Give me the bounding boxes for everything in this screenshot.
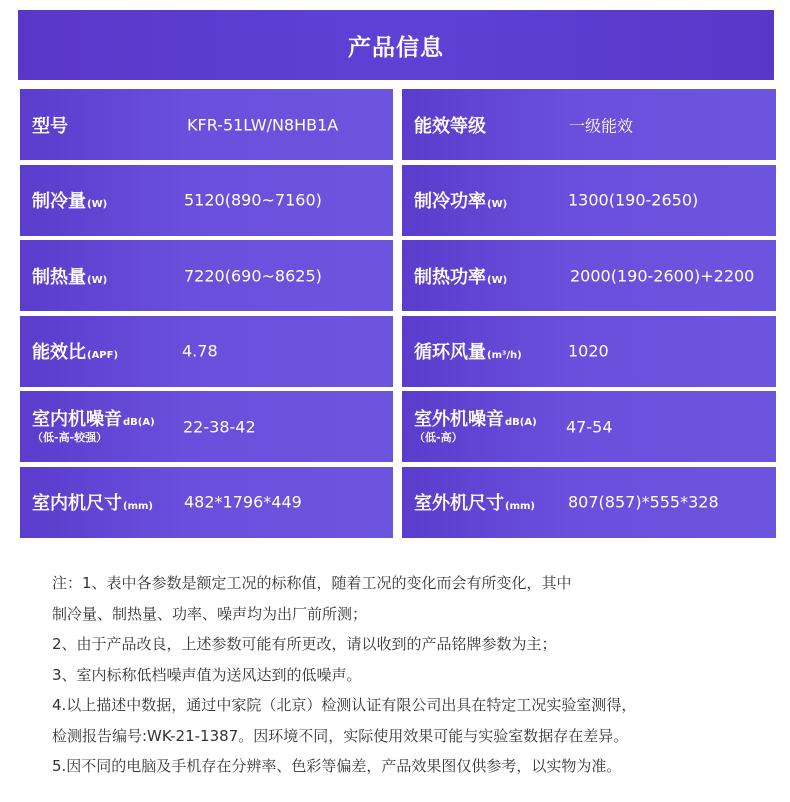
spec-cell-cooling-power bbox=[402, 165, 776, 236]
note-line: 2、由于产品改良，上述参数可能有所更改，请以收到的产品铭牌参数为主； bbox=[52, 635, 557, 653]
spec-value: 1300(190-2650) bbox=[568, 190, 699, 210]
spec-label-text: 循环风量 bbox=[414, 342, 486, 363]
spec-cell-model bbox=[20, 89, 393, 160]
spec-cell-cooling-capacity bbox=[20, 165, 393, 236]
spec-label-text: 制冷功率 bbox=[414, 191, 486, 212]
spec-value: 4.78 bbox=[182, 341, 218, 361]
spec-unit: (mm) bbox=[505, 501, 535, 512]
note-line: 检测报告编号:WK-21-1387。因环境不同，实际使用效果可能与实验室数据存在差异。 bbox=[52, 726, 629, 745]
spec-cell-heating-power bbox=[402, 240, 776, 311]
spec-unit: dB(A) bbox=[505, 416, 537, 428]
spec-label bbox=[414, 187, 507, 213]
spec-label bbox=[32, 338, 118, 364]
spec-cell-outdoor-size bbox=[402, 467, 776, 538]
spec-label-text: 能效比 bbox=[32, 342, 86, 363]
note-line: 4.以上描述中数据，通过中家院（北京）检测认证有限公司出具在特定工况实验室测得， bbox=[52, 696, 637, 714]
spec-cell-indoor-size bbox=[20, 467, 393, 538]
spec-cell-heating-capacity bbox=[20, 240, 393, 311]
spec-sublabel: （低-高-较强） bbox=[32, 430, 108, 444]
spec-cell-indoor-noise bbox=[20, 391, 393, 462]
notes-block bbox=[52, 568, 772, 782]
spec-label bbox=[414, 489, 535, 515]
spec-unit: (W) bbox=[87, 274, 108, 286]
spec-label bbox=[32, 187, 107, 213]
spec-cell-airflow bbox=[402, 316, 776, 387]
spec-unit: (W) bbox=[487, 274, 508, 286]
header-banner bbox=[18, 10, 774, 80]
spec-value: 807(857)*555*328 bbox=[568, 492, 719, 512]
spec-value: 2000(190-2600)+2200 bbox=[570, 266, 755, 285]
spec-cell-outdoor-noise bbox=[402, 391, 776, 462]
spec-value: 7220(690~8625) bbox=[184, 266, 322, 285]
spec-unit: (W) bbox=[487, 199, 508, 210]
spec-label-text: 室内机噪音 bbox=[32, 408, 122, 430]
spec-unit: (mm) bbox=[123, 501, 153, 512]
spec-label bbox=[414, 112, 486, 138]
spec-label-text: 室内机尺寸 bbox=[32, 493, 122, 514]
spec-table bbox=[20, 89, 776, 538]
spec-label bbox=[414, 338, 522, 364]
spec-sublabel: （低-高） bbox=[414, 430, 463, 444]
spec-value: 一级能效 bbox=[569, 116, 634, 135]
spec-label-text: 制热功率 bbox=[414, 266, 486, 288]
spec-label bbox=[32, 263, 107, 289]
spec-value: KFR-51LW/N8HB1A bbox=[187, 115, 339, 134]
spec-label bbox=[32, 489, 153, 515]
spec-label-text: 能效等级 bbox=[414, 115, 486, 137]
spec-value: 482*1796*449 bbox=[184, 492, 302, 512]
page-title: 产品信息 bbox=[348, 34, 444, 61]
spec-unit: (APF) bbox=[87, 350, 119, 361]
spec-value: 1020 bbox=[568, 341, 609, 361]
spec-value: 5120(890~7160) bbox=[184, 190, 322, 210]
spec-label-text: 室外机尺寸 bbox=[414, 493, 504, 514]
spec-cell-energy-grade bbox=[402, 89, 776, 160]
spec-unit: (m³/h) bbox=[487, 350, 522, 361]
note-line: 3、室内标称低档噪声值为送风达到的低噪声。 bbox=[52, 665, 362, 684]
spec-label bbox=[414, 263, 507, 289]
spec-label-text: 制冷量 bbox=[32, 191, 86, 212]
spec-unit: dB(A) bbox=[123, 416, 155, 428]
spec-cell-apf bbox=[20, 316, 393, 387]
note-line: 制冷量、制热量、功率、噪声均为出厂前所测； bbox=[52, 604, 368, 623]
spec-label bbox=[32, 112, 68, 138]
note-line: 5.因不同的电脑及手机存在分辨率、色彩等偏差，产品效果图仅供参考，以实物为准。 bbox=[52, 757, 622, 775]
spec-unit: (W) bbox=[87, 199, 108, 210]
spec-label-text: 室外机噪音 bbox=[414, 408, 504, 430]
spec-value: 47-54 bbox=[566, 417, 613, 436]
note-line: 注：1、表中各参数是额定工况的标称值，随着工况的变化而会有所变化，其中 bbox=[52, 574, 572, 592]
spec-label bbox=[32, 408, 155, 444]
spec-value: 22-38-42 bbox=[183, 417, 256, 436]
spec-label-text: 型号 bbox=[32, 115, 68, 137]
spec-label bbox=[414, 408, 537, 444]
spec-label-text: 制热量 bbox=[32, 266, 86, 288]
